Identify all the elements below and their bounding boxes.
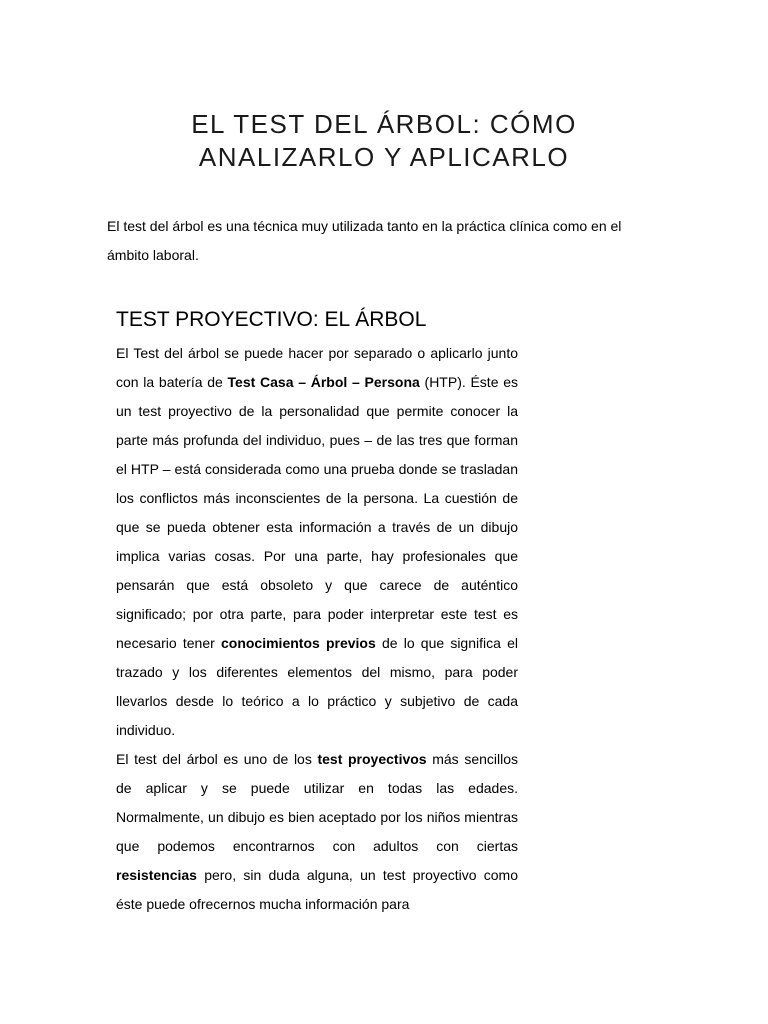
p1-text-a: El Test del árbol se puede hacer por separado o aplicarlo junto con la batería de bbox=[116, 345, 518, 390]
paragraph-1 bbox=[116, 339, 518, 745]
p1-text-c: (HTP). Éste es un test proyectivo de la personalidad que permite conocer la parte más profunda del individuo, pues – de las tres que forman el HTP – está considerada como una prueba donde se trasladan los conflictos más inconscientes de la persona. La cuestión de que se pueda obtener esta información a través de un dibujo implica varias cosas. Por una parte, hay profesionales que pensarán que está obsoleto y que carece de auténtico significado; por otra parte, para poder interpretar este test es necesario tener bbox=[116, 374, 518, 651]
paragraph-2 bbox=[116, 745, 518, 919]
p2-text-c: más sencillos de aplicar y se puede utilizar en todas las edades. Normalmente, un dibujo es bien aceptado por los niños mientras que podemos encontrarnos con adultos con ciertas bbox=[116, 751, 519, 854]
p1-text-d: de lo que significa el trazado y los diferentes elementos del mismo, para poder llevarlos desde lo teórico a lo práctico y subjetivo de cada individuo. bbox=[116, 635, 518, 738]
section-title: TEST PROYECTIVO: EL ÁRBOL bbox=[116, 308, 427, 331]
section-body bbox=[116, 339, 518, 919]
title-line-1: EL TEST DEL ÁRBOL: CÓMO bbox=[191, 109, 577, 139]
p2-bold-resistencias: resistencias bbox=[116, 867, 197, 883]
intro-paragraph: El test del árbol es una técnica muy utilizada tanto en la práctica clínica como en el ámbito laboral. bbox=[107, 218, 622, 263]
p2-text-a: El test del árbol es uno de los bbox=[116, 751, 318, 767]
p2-text-d: pero, sin duda alguna, un test proyectivo como éste puede ofrecernos mucha información para bbox=[116, 867, 518, 912]
title-line-2: ANALIZARLO Y APLICARLO bbox=[198, 142, 570, 172]
p2-bold-test-proyectivos: test proyectivos bbox=[317, 751, 427, 767]
p1-bold-htp: Test Casa – Árbol – Persona bbox=[227, 374, 420, 390]
p1-bold-conocimientos: conocimientos previos bbox=[220, 635, 376, 651]
document-title bbox=[0, 108, 768, 174]
